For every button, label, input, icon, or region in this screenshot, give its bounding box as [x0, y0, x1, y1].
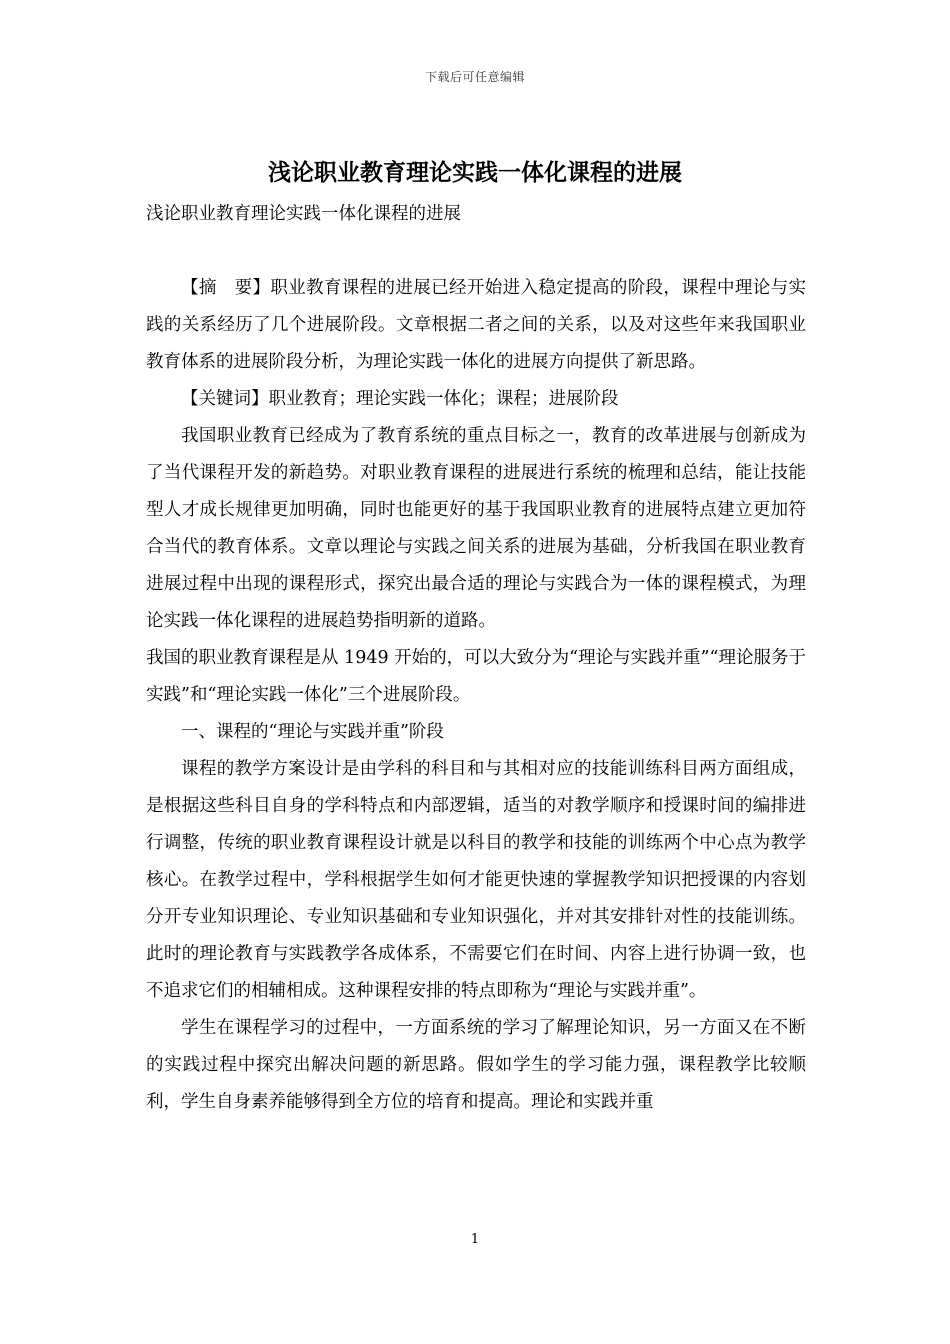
intro-paragraph: 我国职业教育已经成为了教育系统的重点目标之一，教育的改革进展与创新成为了当代课程开发的新趋势。对职业教育课程的进展进行系统的梳理和总结，能让技能型人才成长规律更加明确，同时也能更好的基于我国职业教育的进展特点建立更加符合当代的教育体系。文章以理论与实践之间关系的进展为基础，分析我国在职业教育进展过程中出现的课程形式，探究出最合适的理论与实践合为一体的课程模式，为理论实践一体化课程的进展趋势指明新的道路。 — [146, 426, 806, 631]
body-paragraph: 学生在课程学习的过程中，一方面系统的学习了解理论知识，另一方面又在不断的实践过程中探究出解决问题的新思路。假如学生的学习能力强，课程教学比较顺利，学生自身素养能够得到全方位的培育和提高。理论和实践并重 — [146, 1018, 806, 1112]
stages-paragraph: 我国的职业教育课程是从 1949 开始的，可以大致分为“理论与实践并重”“理论服务于实践”和“理论实践一体化”三个进展阶段。 — [146, 648, 806, 705]
body-paragraph: 课程的教学方案设计是由学科的科目和与其相对应的技能训练科目两方面组成，是根据这些科目自身的学科特点和内部逻辑，适当的对教学顺序和授课时间的编排进行调整，传统的职业教育课程设计就是以科目的教学和技能的训练两个中心点为教学核心。在教学过程中，学科根据学生如何才能更快速的掌握教学知识把授课的内容划分开专业知识理论、专业知识基础和专业知识强化，并对其安排针对性的技能训练。此时的理论教育与实践教学各成体系，不需要它们在时间、内容上进行协调一致，也不追求它们的相辅相成。这种课程安排的特点即称为“理论与实践并重”。 — [146, 759, 806, 1001]
page-number: 1 — [470, 1232, 480, 1247]
document-subtitle: 浅论职业教育理论实践一体化课程的进展 — [146, 204, 461, 224]
document-title: 浅论职业教育理论实践一体化课程的进展 — [268, 159, 682, 186]
header-note: 下载后可任意编辑 — [424, 70, 525, 84]
document-body — [146, 196, 806, 1121]
keywords-paragraph: 【关键词】职业教育；理论实践一体化；课程；进展阶段 — [181, 389, 619, 409]
section-heading: 一、课程的“理论与实践并重”阶段 — [181, 722, 444, 742]
abstract-paragraph: 【摘 要】职业教育课程的进展已经开始进入稳定提高的阶段，课程中理论与实践的关系经历了几个进展阶段。文章根据二者之间的关系，以及对这些年来我国职业教育体系的进展阶段分析，为理论实践一体化的进展方向提供了新思路。 — [146, 278, 806, 372]
